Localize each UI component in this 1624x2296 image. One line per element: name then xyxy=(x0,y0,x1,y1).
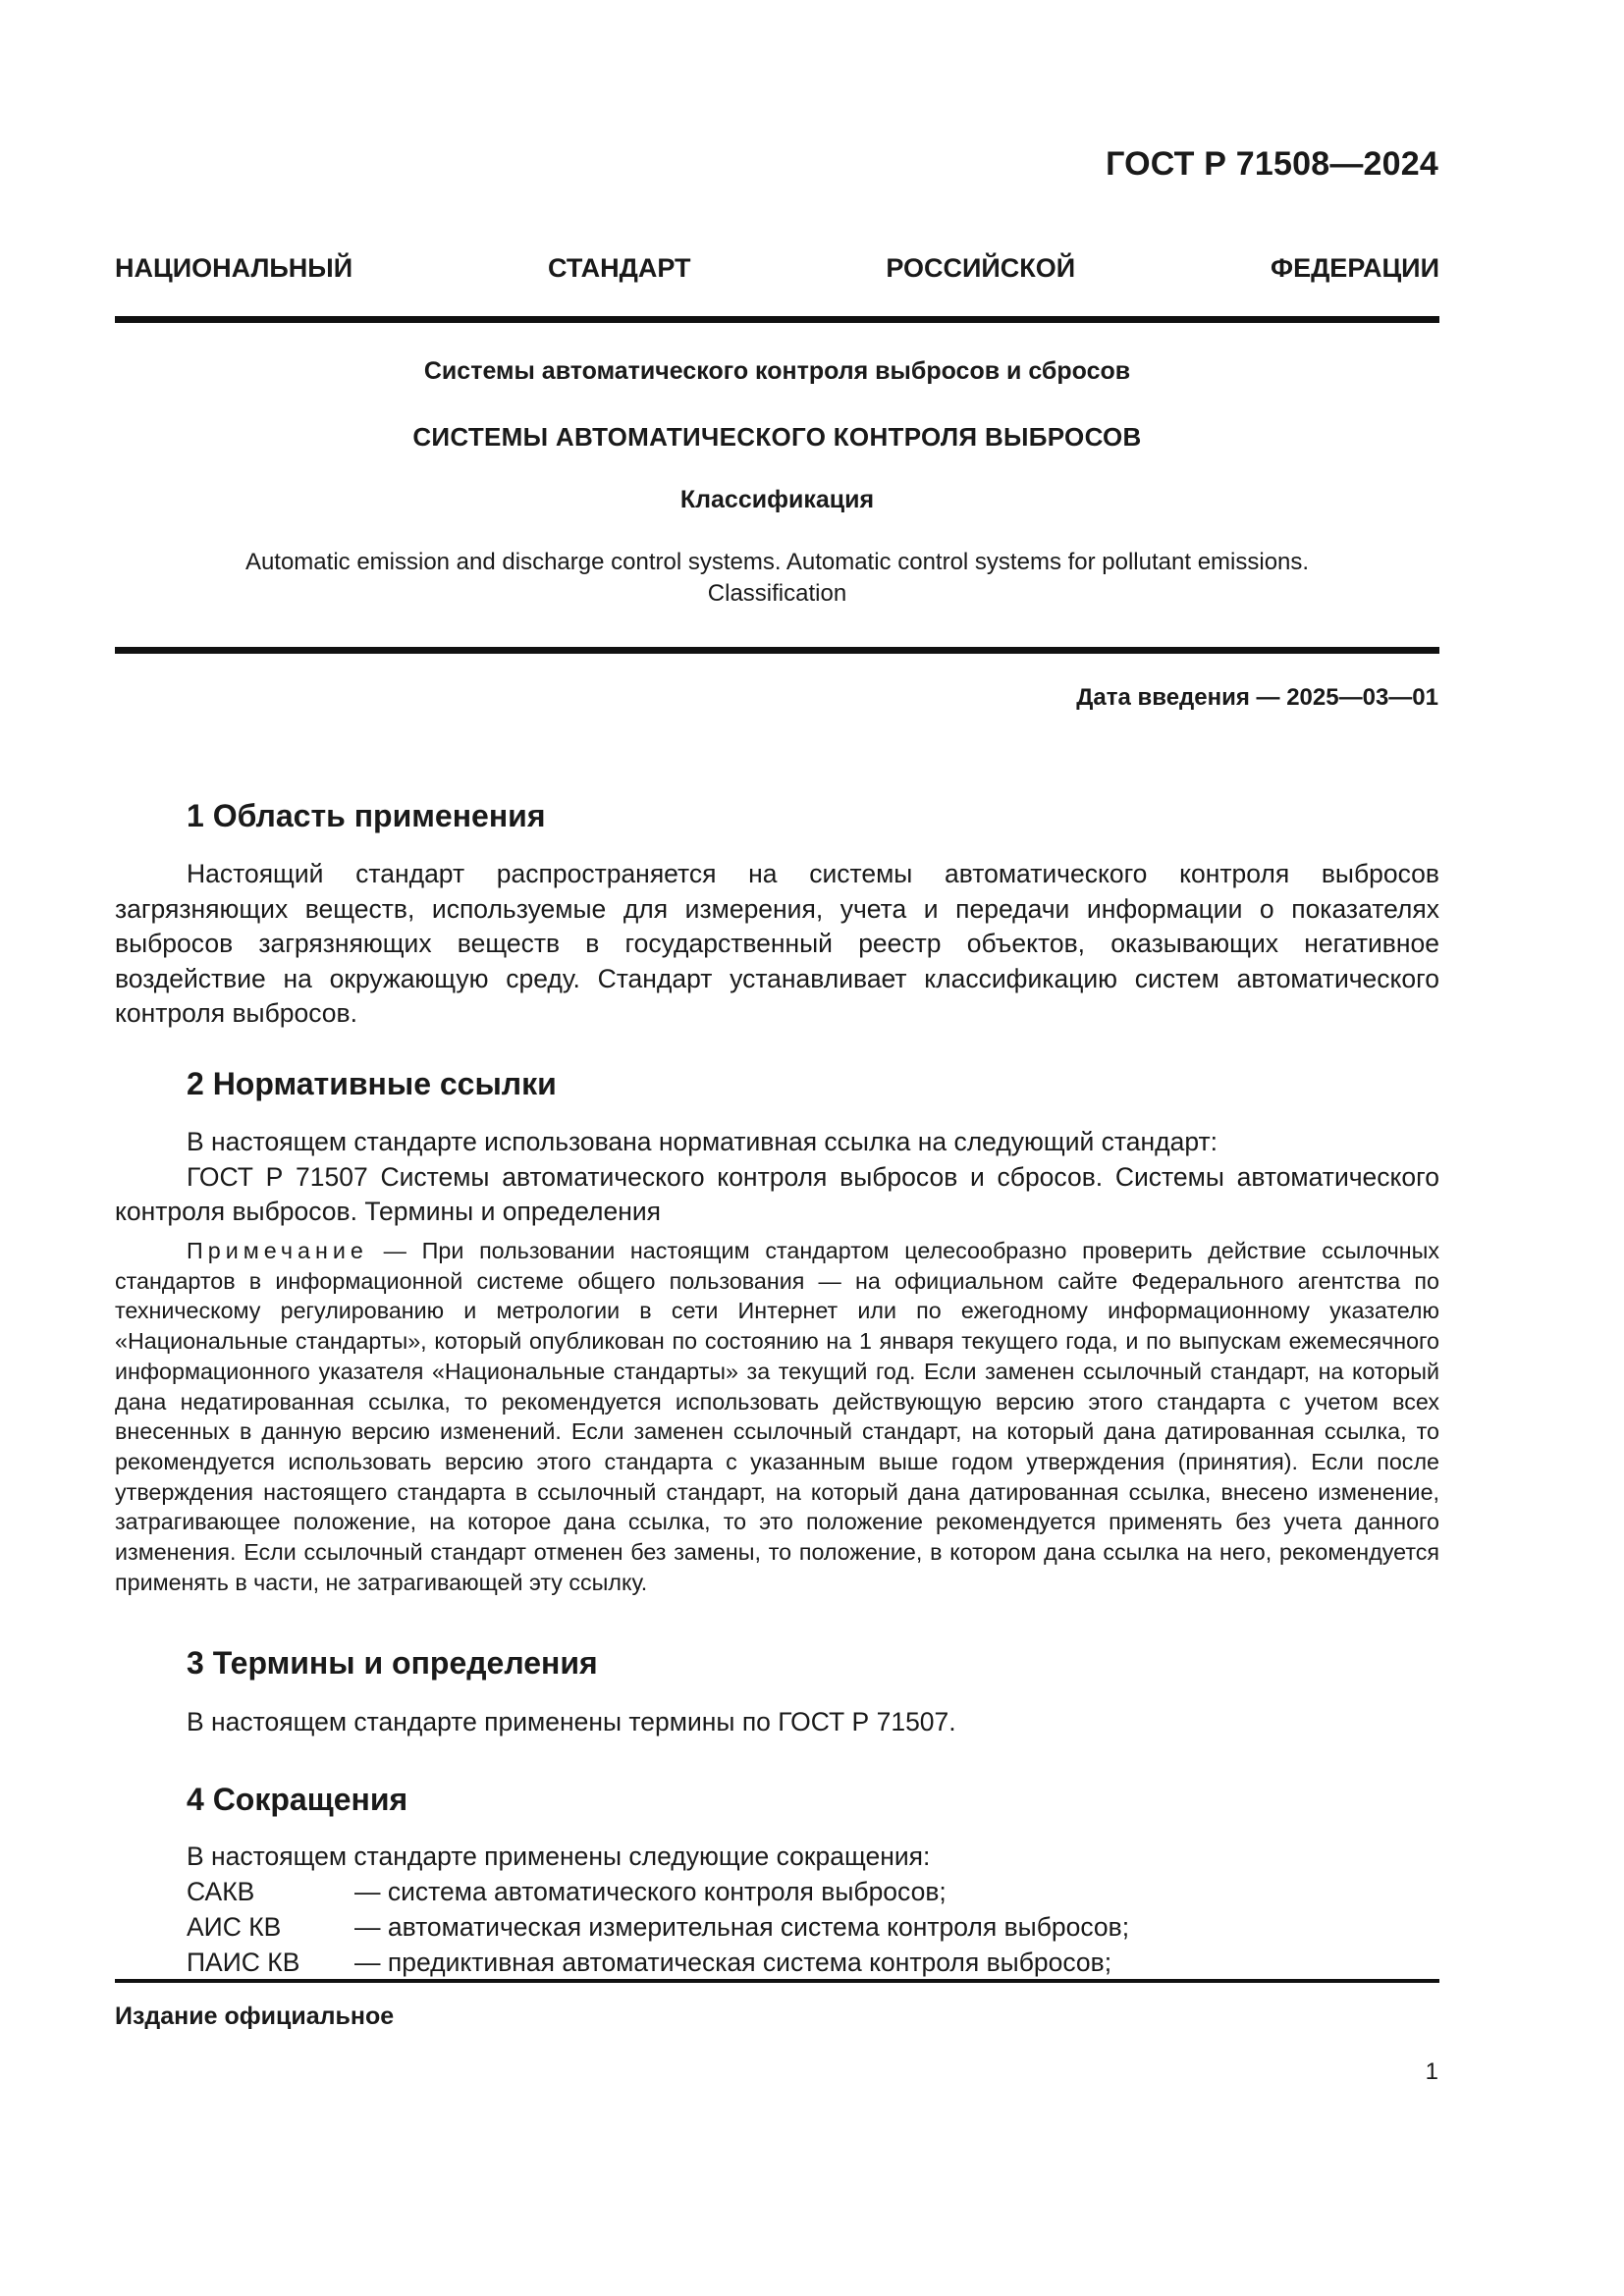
section-3-text xyxy=(115,1705,1439,1740)
title-line1: Системы автоматического контроля выбросов и сбросов xyxy=(423,357,1131,385)
introduction-date: Дата введения — 2025—03—01 xyxy=(1076,684,1438,711)
abbreviation-term: ПАИС КВ xyxy=(187,1948,300,1977)
section-4-paragraph: В настоящем стандарте применены следующие сокращения: xyxy=(187,1842,931,1871)
section-3-heading: 3 Термины и определения xyxy=(187,1645,598,1681)
section-1-heading: 1 Область применения xyxy=(187,798,546,833)
section-2-heading: 2 Нормативные ссылки xyxy=(187,1066,557,1101)
national-standard-title: НАЦИОНАЛЬНЫЙ СТАНДАРТ РОССИЙСКОЙ ФЕДЕРАЦИИ xyxy=(115,253,1439,283)
abbreviation-term: САКВ xyxy=(187,1877,255,1906)
standard-code: ГОСТ Р 71508—2024 xyxy=(1106,145,1438,183)
abbreviation-term: АИС КВ xyxy=(187,1912,282,1942)
abbreviation-row xyxy=(187,1877,947,1912)
abbreviation-definition: — система автоматического контроля выбросов; xyxy=(354,1877,947,1906)
english-title xyxy=(115,547,1439,610)
page-number: 1 xyxy=(1425,2058,1438,2085)
section-2-paragraph-2: ГОСТ Р 71507 Системы автоматического контроля выбросов и сбросов. Системы автоматического контроля выбросов. Термины и определения xyxy=(115,1161,1439,1226)
section-4-intro xyxy=(115,1840,1439,1875)
abbreviation-row xyxy=(187,1948,1111,1983)
title-divider xyxy=(115,647,1439,654)
section-1-paragraph: Настоящий стандарт распространяется на системы автоматического контроля выбросов загрязняющих веществ, используемые для измерения, учета и передачи информации о показателях выбросов загрязняющих веществ в государственный реестр объектов, оказывающих негативное воздействие на окружающую среду. Стандарт устанавливает классификацию систем автоматического контроля выбросов. xyxy=(115,859,1439,1028)
section-2-note xyxy=(115,1236,1439,1597)
abbreviation-definition: — автоматическая измерительная система контроля выбросов; xyxy=(354,1912,1130,1942)
section-4-heading: 4 Сокращения xyxy=(187,1782,408,1817)
english-title-line2: Classification xyxy=(707,580,847,607)
top-divider xyxy=(115,316,1439,323)
footer-divider xyxy=(115,1979,1439,1983)
abbreviation-row xyxy=(187,1912,1129,1948)
abbreviation-definition: — предиктивная автоматическая система контроля выбросов; xyxy=(354,1948,1112,1977)
section-2-paragraph-1: В настоящем стандарте использована нормативная ссылка на следующий стандарт: xyxy=(187,1127,1218,1156)
note-label: Примечание xyxy=(187,1238,368,1263)
official-edition-label: Издание официальное xyxy=(115,2002,395,2030)
english-title-line1: Automatic emission and discharge control systems. Automatic control systems for pollutant emissions. xyxy=(244,549,1310,575)
title-line2: СИСТЕМЫ АВТОМАТИЧЕСКОГО КОНТРОЛЯ ВЫБРОСОВ xyxy=(412,422,1142,452)
note-text: — При пользовании настоящим стандартом целесообразно проверить действие ссылочных стандартов в информационной системе общего пользования — на официальном сайте Федерального агентства по техническому регулированию и метрологии в сети Интернет или по ежегодному информационному указателю «Национальные стандарты», который опубликован по состоянию на 1 января текущего года, и по выпускам ежемесячного информационного указателя «Национальные стандарты» за текущий год. Если заменен ссылочный стандарт, на который дана недатированная ссылка, то рекомендуется использовать действующую версию этого стандарта с учетом всех внесенных в данную версию изменений. Если заменен ссылочный стандарт, на который дана датированная ссылка, то рекомендуется использовать версию этого стандарта с указанным выше годом утверждения (принятия). Если после утверждения настоящего стандарта в ссылочный стандарт, на который дана датированная ссылка, внесено изменение, затрагивающее положение, на которое дана ссылка, то это положение рекомендуется применять без учета данного изменения. Если ссылочный стандарт отменен без замены, то положение, в котором дана ссылка на него, рекомендуется применять в части, не затрагивающей эту ссылку. xyxy=(115,1238,1439,1595)
title-line3: Классификация xyxy=(679,486,875,513)
section-2-text xyxy=(115,1125,1439,1230)
section-3-paragraph: В настоящем стандарте применены термины по ГОСТ Р 71507. xyxy=(187,1707,956,1736)
section-1-text xyxy=(115,857,1439,1032)
